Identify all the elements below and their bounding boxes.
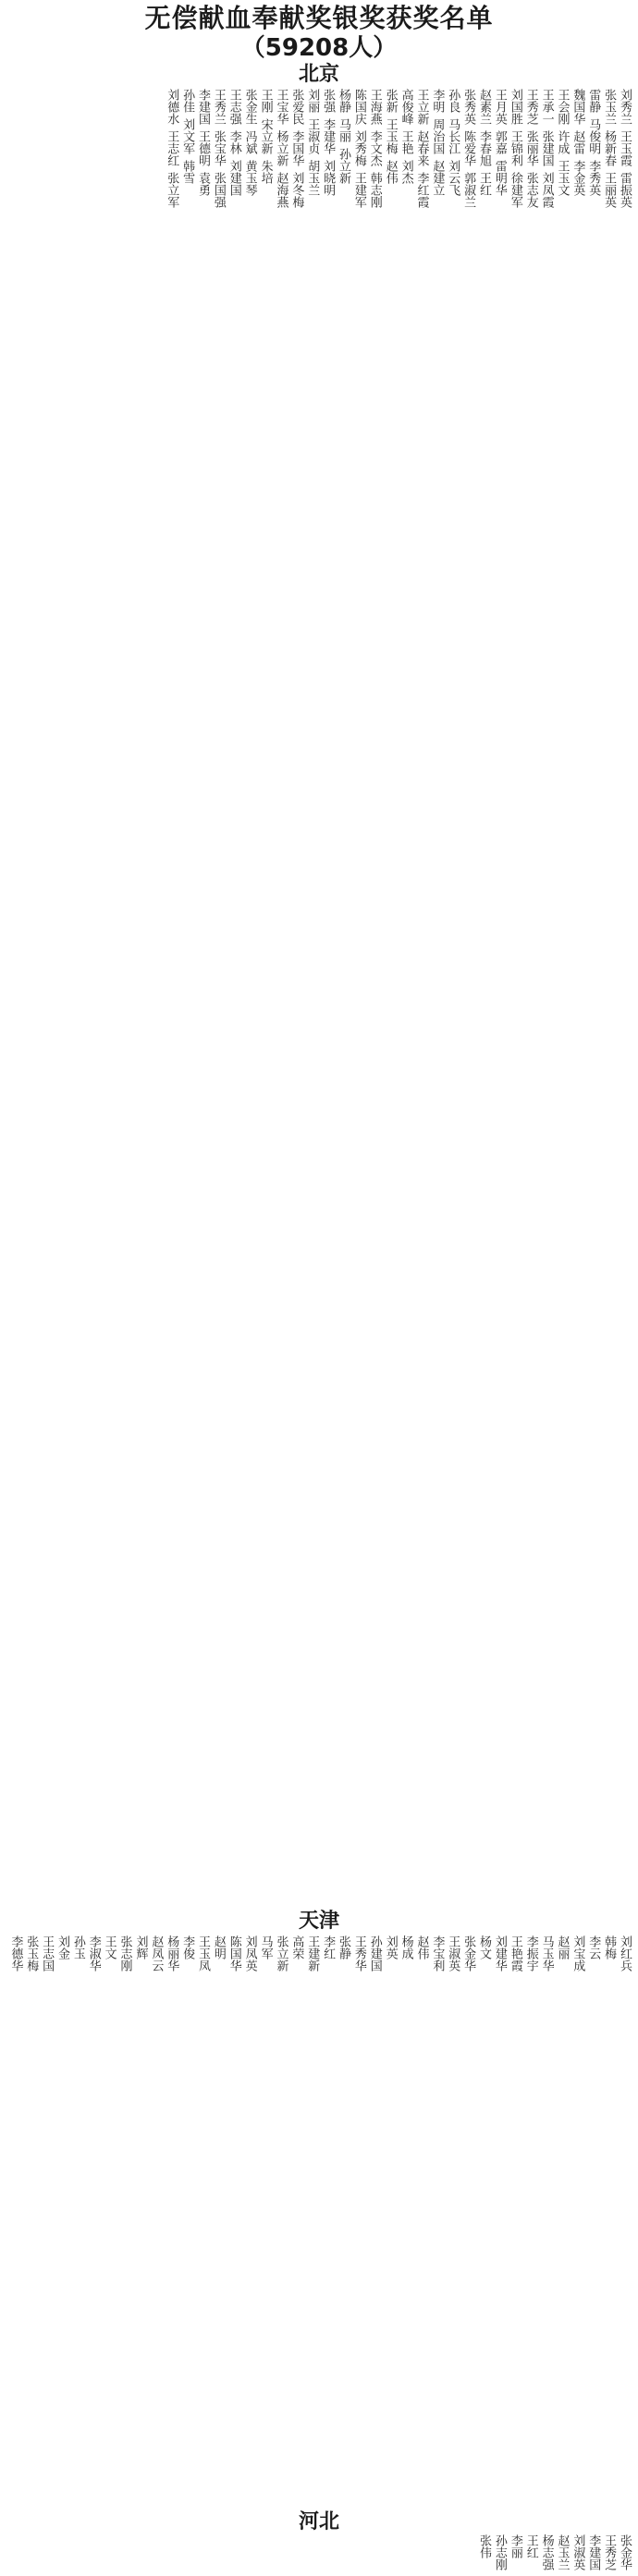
recipient-name: 王锦利: [508, 130, 522, 166]
name-column: [258, 2534, 274, 2576]
recipient-name: 杨立新: [274, 130, 288, 166]
name-column: [227, 89, 242, 1906]
name-column: [383, 89, 399, 1906]
recipient-name: 李春旭: [477, 130, 492, 166]
recipient-name: 杨成: [399, 1935, 413, 1959]
recipient-name: 李建国: [196, 89, 210, 125]
name-column: [164, 89, 179, 1906]
recipient-name: 刘宝成: [571, 1935, 585, 1972]
name-column: [414, 2534, 430, 2576]
name-column: [429, 89, 445, 1906]
name-column: [601, 2534, 617, 2576]
recipient-name: 刘云飞: [446, 160, 460, 196]
name-column: [242, 1935, 258, 2509]
recipient-name: 赵雷: [571, 130, 585, 154]
name-column: [320, 1935, 336, 2509]
recipient-name: 杨志强: [539, 2534, 554, 2570]
recipient-name: 王丽英: [602, 172, 617, 208]
name-column: [288, 89, 304, 1906]
name-column: [399, 1935, 414, 2509]
name-column: [211, 2534, 227, 2576]
name-column: [570, 89, 585, 1906]
name-column: [70, 1935, 86, 2509]
name-column: [570, 2534, 585, 2576]
name-column: [242, 2534, 258, 2576]
name-column: [7, 89, 23, 1906]
recipient-name: 张宝华: [211, 130, 226, 166]
recipient-name: 刘淑英: [571, 2534, 585, 2570]
name-column: [570, 1935, 585, 2509]
recipient-name: 韩雪: [180, 160, 195, 184]
name-column: [601, 89, 617, 1906]
recipient-name: 王承一: [539, 89, 554, 125]
name-column: [148, 89, 164, 1906]
recipient-name: 王艳: [399, 130, 413, 154]
recipient-name: 赵凤云: [149, 1935, 164, 1972]
recipient-name: 孙建国: [367, 1935, 382, 1972]
name-column: [227, 1935, 242, 2509]
name-column: [179, 1935, 195, 2509]
name-column: [414, 89, 430, 1906]
recipient-name: 李金英: [571, 160, 585, 196]
recipient-name: 张志友: [523, 172, 538, 208]
recipient-name: 黄玉琴: [242, 160, 257, 196]
recipient-name: 王志强: [227, 89, 241, 125]
recipient-name: 马丽: [337, 118, 351, 142]
name-column: [539, 2534, 555, 2576]
recipient-name: 张志刚: [117, 1935, 132, 1972]
name-column: [195, 2534, 211, 2576]
recipient-name: 高荣: [289, 1935, 304, 1959]
recipient-name: 赵素兰: [477, 89, 492, 125]
name-column: [508, 2534, 523, 2576]
name-column: [86, 1935, 102, 2509]
name-column: [304, 2534, 320, 2576]
name-column: [429, 1935, 445, 2509]
recipient-name: 李国华: [289, 130, 304, 166]
name-column: [55, 2534, 70, 2576]
recipient-name: 张立军: [165, 172, 179, 208]
name-column: [133, 1935, 149, 2509]
name-column: [617, 1935, 632, 2509]
name-column: [367, 1935, 383, 2509]
recipient-name: 张丽华: [523, 130, 538, 166]
name-column: [211, 89, 227, 1906]
name-column: [133, 2534, 149, 2576]
name-column: [195, 89, 211, 1906]
name-column: [179, 89, 195, 1906]
name-column: [492, 89, 508, 1906]
name-column: [336, 89, 351, 1906]
recipient-name: 李建国: [586, 2534, 601, 2570]
recipient-name: 李红: [321, 1935, 336, 1959]
name-column: [399, 89, 414, 1906]
recipient-name: 王玉文: [555, 160, 570, 196]
recipient-name: 李明: [430, 89, 445, 113]
region-heading-beijing: 北京: [298, 63, 339, 86]
name-column: [476, 2534, 492, 2576]
recipient-name: 刘金: [55, 1935, 69, 1959]
recipient-name: 雷振英: [618, 172, 632, 208]
recipient-name: 赵伟: [414, 1935, 429, 1959]
recipient-name: 刘冬梅: [289, 172, 304, 208]
recipient-name: 刘红兵: [618, 1935, 632, 1972]
name-column: [555, 1935, 571, 2509]
name-column: [399, 2534, 414, 2576]
name-column: [274, 89, 289, 1906]
name-column: [227, 2534, 242, 2576]
name-column: [117, 89, 133, 1906]
recipient-name: 王志红: [165, 130, 179, 166]
name-column: [492, 2534, 508, 2576]
name-column: [55, 89, 70, 1906]
name-column: [133, 89, 149, 1906]
recipient-name: 雷明华: [492, 160, 507, 196]
name-column: [336, 2534, 351, 2576]
name-column: [288, 1935, 304, 2509]
name-column: [23, 1935, 39, 2509]
name-column: [304, 1935, 320, 2509]
recipient-name: 赵伟: [383, 160, 398, 184]
recipient-name: 王艳霞: [508, 1935, 522, 1972]
recipient-name: 王玉霞: [618, 130, 632, 166]
name-column: [7, 1935, 23, 2509]
name-column: [23, 89, 39, 1906]
recipient-name: 孙立新: [337, 148, 351, 184]
recipient-name: 孙玉: [70, 1935, 85, 1959]
name-column: [148, 1935, 164, 2509]
name-column: [102, 89, 117, 1906]
recipient-name: 孙志刚: [492, 2534, 507, 2570]
name-column: [476, 89, 492, 1906]
name-column: [460, 2534, 476, 2576]
name-column: [39, 89, 55, 1906]
name-column: [414, 1935, 430, 2509]
recipient-name: 刘建国: [227, 160, 241, 196]
name-column: [70, 89, 86, 1906]
recipient-name: 王秀芝: [602, 2534, 617, 2570]
recipient-name: 赵明: [211, 1935, 226, 1959]
name-column: [258, 89, 274, 1906]
name-column: [523, 1935, 539, 2509]
recipient-name: 李秀英: [586, 160, 601, 196]
name-column: [555, 2534, 571, 2576]
name-column: [164, 2534, 179, 2576]
name-column: [539, 89, 555, 1906]
name-grid-tianjin: [6, 1935, 632, 2509]
region-heading-tianjin: 天津: [298, 1910, 339, 1933]
name-column: [148, 2534, 164, 2576]
recipient-name: 王文: [102, 1935, 117, 1959]
name-column: [367, 89, 383, 1906]
recipient-name: 刘辉: [133, 1935, 148, 1959]
recipient-name: 赵玉兰: [555, 2534, 570, 2570]
recipient-name: 李德华: [8, 1935, 23, 1972]
recipient-name: 张伟: [477, 2534, 492, 2558]
name-column: [320, 89, 336, 1906]
recipient-name: 张新: [383, 89, 398, 113]
recipient-name: 刘秀兰: [618, 89, 632, 125]
name-column: [539, 1935, 555, 2509]
recipient-name: 杨静: [337, 89, 351, 113]
recipient-name: 刘杰: [399, 160, 413, 184]
name-grid-beijing: [6, 89, 632, 1906]
recipient-name: 王淑英: [446, 1935, 460, 1972]
recipient-name: 王宝华: [274, 89, 288, 125]
recipient-name: 高俊峰: [399, 89, 413, 125]
recipient-name: 马俊明: [586, 118, 601, 154]
name-column: [585, 1935, 601, 2509]
name-column: [585, 2534, 601, 2576]
name-column: [55, 1935, 70, 2509]
recipient-name: 韩梅: [602, 1935, 617, 1959]
recipient-name: 王玉凤: [196, 1935, 210, 1972]
recipient-name: 孙佳: [180, 89, 195, 113]
name-column: [336, 1935, 351, 2509]
recipient-name: 马玉华: [539, 1935, 554, 1972]
recipient-name: 张爱民: [289, 89, 304, 125]
name-column: [351, 2534, 367, 2576]
recipient-name: 刘凤英: [242, 1935, 257, 1972]
name-column: [351, 1935, 367, 2509]
name-column: [508, 89, 523, 1906]
recipient-name: 赵建立: [430, 160, 445, 196]
recipient-name: 李文杰: [367, 130, 382, 166]
recipient-name: 王玉梅: [383, 118, 398, 154]
name-column: [258, 1935, 274, 2509]
recipient-name: 张立新: [274, 1935, 288, 1972]
recipient-name: 陈国庆: [351, 89, 366, 125]
recipient-name: 李振宇: [523, 1935, 538, 1972]
recipient-name: 徐建军: [508, 172, 522, 208]
recipient-name: 刘英: [383, 1935, 398, 1959]
recipient-name: 张玉兰: [602, 89, 617, 125]
name-column: [445, 2534, 460, 2576]
name-column: [86, 2534, 102, 2576]
recipient-name: 许成: [555, 130, 570, 154]
recipient-name: 郭嘉: [492, 130, 507, 154]
name-column: [86, 89, 102, 1906]
name-column: [523, 2534, 539, 2576]
recipient-name: 刘凤霞: [539, 172, 554, 208]
recipient-name: 张静: [337, 1935, 351, 1959]
recipient-name: 刘文军: [180, 118, 195, 154]
recipient-name: 朱培: [258, 160, 273, 184]
recipient-name: 赵海燕: [274, 172, 288, 208]
name-column: [555, 89, 571, 1906]
recipient-name: 王立新: [414, 89, 429, 125]
name-column: [523, 89, 539, 1906]
document-subtitle: （59208人）: [240, 34, 398, 62]
recipient-name: 王会刚: [555, 89, 570, 125]
name-column: [195, 1935, 211, 2509]
recipient-name: 刘德水: [165, 89, 179, 125]
region-heading-hebei: 河北: [298, 2510, 339, 2533]
document-title: 无偿献血奉献奖银奖获奖名单: [144, 3, 494, 33]
recipient-name: 张秀英: [461, 89, 476, 125]
recipient-name: 张金华: [461, 1935, 476, 1972]
recipient-name: 郭淑兰: [461, 172, 476, 208]
recipient-name: 王红: [523, 2534, 538, 2558]
recipient-name: 王建军: [351, 172, 366, 208]
recipient-name: 孙良: [446, 89, 460, 113]
recipient-name: 胡玉兰: [305, 160, 320, 196]
name-column: [351, 89, 367, 1906]
name-column: [164, 1935, 179, 2509]
recipient-name: 韩志刚: [367, 172, 382, 208]
recipient-name: 杨丽华: [165, 1935, 179, 1972]
name-column: [601, 1935, 617, 2509]
recipient-name: 王淑贞: [305, 118, 320, 154]
recipient-name: 王海燕: [367, 89, 382, 125]
name-grid-hebei: [6, 2534, 632, 2570]
name-column: [211, 1935, 227, 2509]
recipient-name: 李建华: [321, 118, 336, 154]
name-column: [320, 2534, 336, 2576]
recipient-name: 宋立新: [258, 118, 273, 154]
recipient-name: 陈爱华: [461, 130, 476, 166]
recipient-name: 王建新: [305, 1935, 320, 1972]
name-column: [179, 2534, 195, 2576]
recipient-name: 王秀华: [351, 1935, 366, 1972]
name-column: [102, 1935, 117, 2509]
recipient-name: 杨文: [477, 1935, 492, 1959]
recipient-name: 刘晓明: [321, 160, 336, 196]
recipient-name: 刘建华: [492, 1935, 507, 1972]
name-column: [70, 2534, 86, 2576]
recipient-name: 张金生: [242, 89, 257, 125]
name-column: [274, 1935, 289, 2509]
recipient-name: 张国强: [211, 172, 226, 208]
name-column: [617, 89, 632, 1906]
recipient-name: 周治国: [430, 118, 445, 154]
recipient-name: 王刚: [258, 89, 273, 113]
recipient-name: 王德明: [196, 130, 210, 166]
name-column: [445, 1935, 460, 2509]
recipient-name: 李丽: [508, 2534, 522, 2558]
name-column: [39, 2534, 55, 2576]
recipient-name: 王红: [477, 172, 492, 196]
recipient-name: 王月英: [492, 89, 507, 125]
recipient-name: 魏国华: [571, 89, 585, 125]
recipient-name: 张金华: [618, 2534, 632, 2570]
name-column: [39, 1935, 55, 2509]
name-column: [7, 2534, 23, 2576]
recipient-name: 张强: [321, 89, 336, 113]
recipient-name: 王秀兰: [211, 89, 226, 125]
recipient-name: 刘国胜: [508, 89, 522, 125]
name-column: [102, 2534, 117, 2576]
recipient-name: 李俊: [180, 1935, 195, 1959]
recipient-name: 冯斌: [242, 130, 257, 154]
recipient-name: 李宝利: [430, 1935, 445, 1972]
name-column: [617, 2534, 632, 2576]
name-column: [274, 2534, 289, 2576]
recipient-name: 李红霞: [414, 172, 429, 208]
name-column: [383, 1935, 399, 2509]
name-column: [288, 2534, 304, 2576]
name-column: [460, 89, 476, 1906]
recipient-name: 李淑华: [86, 1935, 101, 1972]
recipient-name: 刘丽: [305, 89, 320, 113]
name-column: [367, 2534, 383, 2576]
name-column: [460, 1935, 476, 2509]
name-column: [445, 89, 460, 1906]
name-column: [585, 89, 601, 1906]
recipient-name: 刘秀梅: [351, 130, 366, 166]
name-column: [117, 1935, 133, 2509]
recipient-name: 李林: [227, 130, 241, 154]
recipient-name: 陈国华: [227, 1935, 241, 1972]
name-column: [508, 1935, 523, 2509]
name-column: [429, 2534, 445, 2576]
name-column: [23, 2534, 39, 2576]
recipient-name: 张玉梅: [24, 1935, 39, 1972]
recipient-name: 张建国: [539, 130, 554, 166]
recipient-name: 雷静: [586, 89, 601, 113]
recipient-name: 袁勇: [196, 172, 210, 196]
recipient-name: 马长江: [446, 118, 460, 154]
name-column: [117, 2534, 133, 2576]
name-column: [476, 1935, 492, 2509]
recipient-name: 马军: [258, 1935, 273, 1959]
name-column: [242, 89, 258, 1906]
recipient-name: 赵丽: [555, 1935, 570, 1959]
name-column: [492, 1935, 508, 2509]
recipient-name: 杨新春: [602, 130, 617, 166]
name-column: [304, 89, 320, 1906]
name-column: [383, 2534, 399, 2576]
recipient-name: 王秀芝: [523, 89, 538, 125]
recipient-name: 李云: [586, 1935, 601, 1959]
recipient-name: 赵春来: [414, 130, 429, 166]
recipient-name: 王志国: [40, 1935, 55, 1972]
